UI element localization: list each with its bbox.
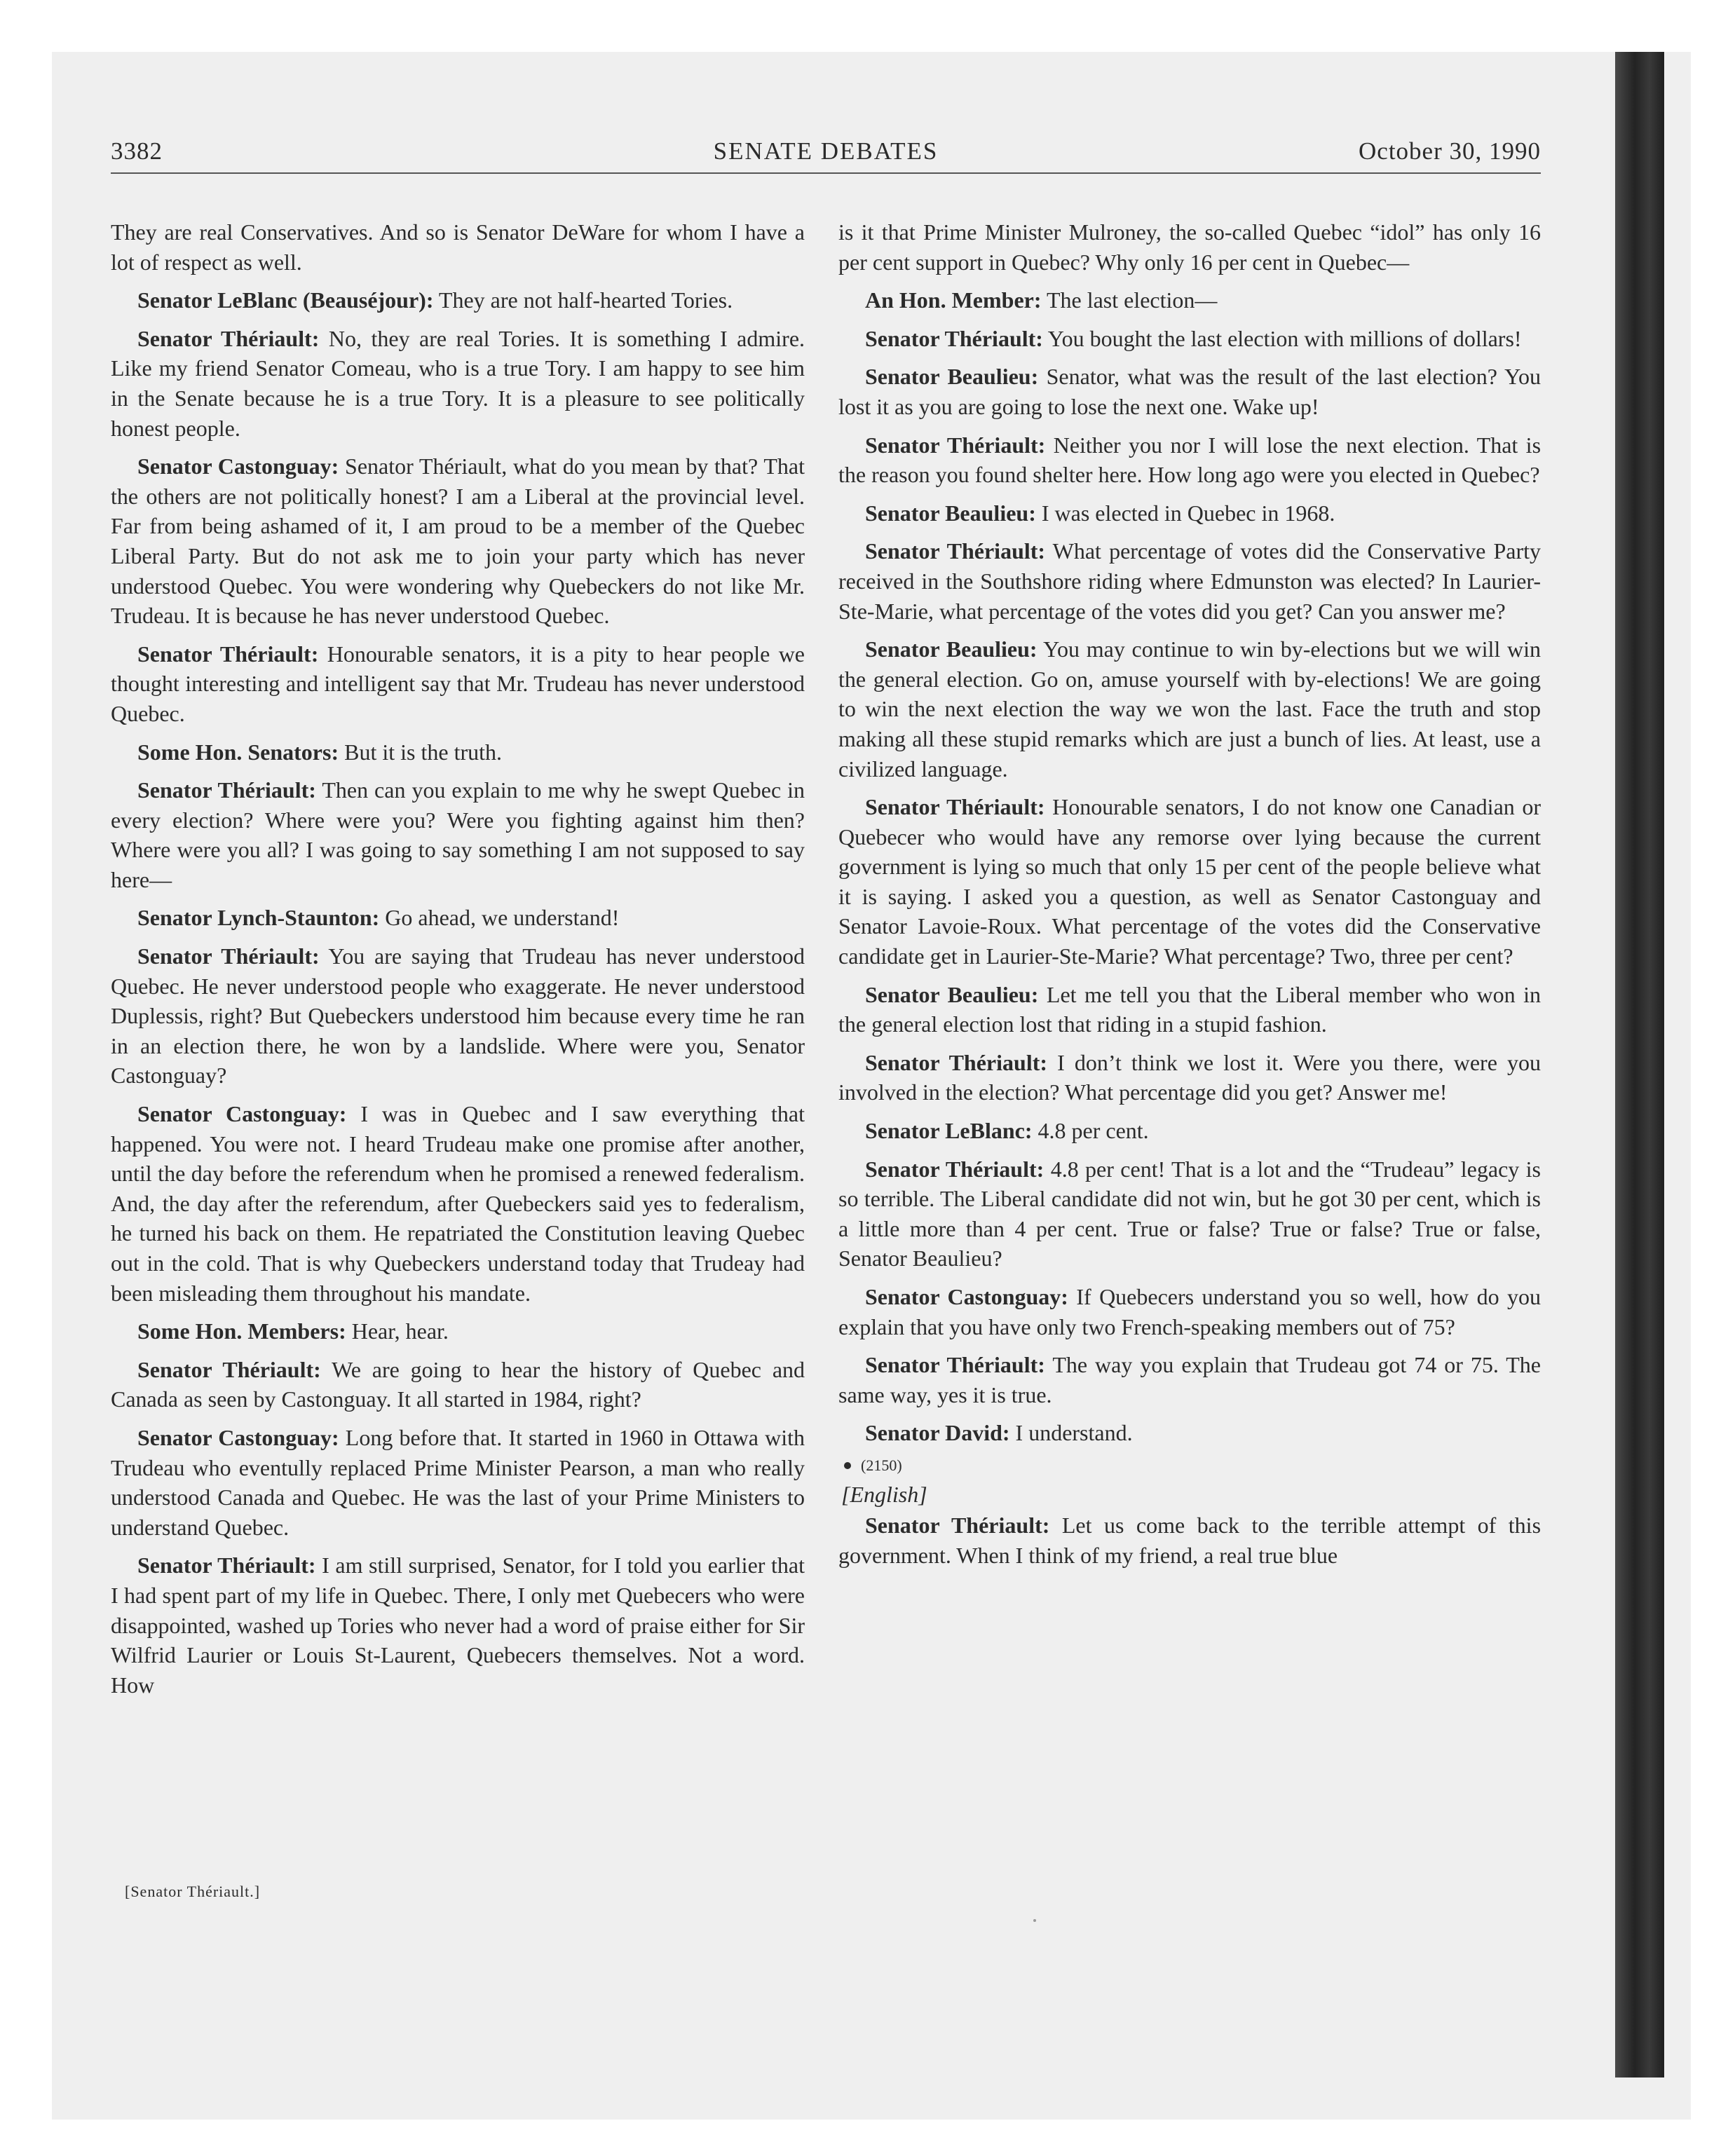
transcript-paragraph xyxy=(111,324,805,443)
transcript-paragraph xyxy=(111,1099,805,1308)
speaker-name: Senator Thériault: xyxy=(137,943,320,969)
speech-text: They are real Conservatives. And so is Senator DeWare for whom I have a lot of respect as well. xyxy=(111,219,805,275)
speech-text: I understand. xyxy=(1015,1420,1133,1446)
transcript-paragraph xyxy=(111,1316,805,1346)
transcript-paragraph xyxy=(111,217,805,277)
transcript-paragraph xyxy=(111,1355,805,1414)
speaker-name: Senator Beaulieu: xyxy=(865,636,1037,662)
transcript-paragraph xyxy=(111,775,805,894)
speech-text: Neither you nor I will lose the next election. That is the reason you found shelter here. How long ago were you elected in Quebec? xyxy=(838,432,1542,488)
speech-text: Honourable senators, I do not know one Canadian or Quebecer who would have any remorse over lying because the current government is lying so much that only 15 per cent of the people believe what it is saying. I asked you a question, as well as Senator Castonguay and Senator Lavoie-Roux. What percentage of the votes did the Conservative candidate get in Laurier-Ste-Marie? What percentage? Two, three per cent? xyxy=(838,794,1541,969)
speaker-name: Senator David: xyxy=(865,1420,1010,1446)
transcript-paragraph xyxy=(838,634,1541,784)
speech-text: I don’t think we lost it. Were you there, were you involved in the election? What percentage did you get? Answer me! xyxy=(838,1049,1542,1105)
speaker-name: Senator Thériault: xyxy=(865,432,1046,458)
speech-text: They are not half-hearted Tories. xyxy=(438,287,733,313)
transcript-paragraph xyxy=(838,324,1541,354)
speech-text: Senator Thériault, what do you mean by that? That the others are not politically honest? I am a Liberal at the provincial level. Far from being ashamed of it, I am proud to be a member of the Quebec Liberal Party. But do not ask me to join your party which has never understood Quebec. You were wondering why Quebeckers do not like Mr. Trudeau. It is because he has never understood Quebec. xyxy=(111,453,805,629)
speaker-name: Senator Castonguay: xyxy=(137,1101,347,1127)
transcript-paragraph xyxy=(838,1510,1541,1570)
bullet-icon xyxy=(844,1462,851,1469)
speaker-name: Senator Beaulieu: xyxy=(865,364,1039,390)
right-column-transcript xyxy=(838,217,1541,1448)
time-marker-text: (2150) xyxy=(861,1456,902,1474)
transcript-paragraph xyxy=(111,1423,805,1542)
publication-date: October 30, 1990 xyxy=(1359,137,1541,165)
header-rule xyxy=(111,172,1541,174)
speaker-name: Senator Thériault: xyxy=(137,641,319,667)
transcript-paragraph xyxy=(111,903,805,933)
speaker-name: Senator Castonguay: xyxy=(865,1284,1068,1309)
speaker-name: Senator Thériault: xyxy=(865,1512,1050,1538)
transcript-paragraph xyxy=(838,1282,1541,1342)
transcript-paragraph xyxy=(838,1048,1541,1107)
time-marker xyxy=(844,1456,1541,1475)
right-column xyxy=(838,217,1541,1578)
page-number: 3382 xyxy=(111,137,163,165)
transcript-paragraph xyxy=(111,737,805,767)
speaker-name: An Hon. Member: xyxy=(865,287,1042,313)
speech-text: You bought the last election with millions of dollars! xyxy=(1047,325,1522,351)
speaker-name: Some Hon. Senators: xyxy=(137,739,339,765)
speaker-name: Senator Castonguay: xyxy=(137,453,339,479)
transcript-paragraph xyxy=(838,217,1541,277)
speech-text: Go ahead, we understand! xyxy=(385,905,620,931)
scan-speck xyxy=(1033,1919,1036,1922)
left-column xyxy=(111,217,805,1708)
speech-text: Then can you explain to me why he swept Quebec in every election? Where were you? Were you fighting against him then? Where were you all? I was going to say something I am not supposed to say here— xyxy=(111,777,805,892)
speech-text: 4.8 per cent! That is a lot and the “Trudeau” legacy is so terrible. The Liberal candidate did not win, but he got 30 per cent, which is a little more than 4 per cent. True or false? True or false? True or false, Senator Beaulieu? xyxy=(838,1156,1542,1271)
speaker-name: Senator Thériault: xyxy=(137,777,316,803)
transcript-paragraph xyxy=(838,1418,1541,1448)
publication-title: SENATE DEBATES xyxy=(713,137,939,165)
transcript-paragraph xyxy=(838,536,1541,626)
transcript-paragraph xyxy=(838,792,1541,971)
speaker-name: Senator Beaulieu: xyxy=(865,981,1039,1007)
speech-text: What percentage of votes did the Conservative Party received in the Southshore riding where Edmunston was elected? In Laurier-Ste-Marie, what percentage of the votes did you get? Can you answer me? xyxy=(838,538,1542,624)
speech-text: Senator, what was the result of the last election? You lost it as you are going to lose the next one. Wake up! xyxy=(838,364,1541,419)
speech-text: Long before that. It started in 1960 in Ottawa with Trudeau who eventully replaced Prime Minister Pearson, a man who really understood Canada and Quebec. He was the last of your Prime Ministers to understand Quebec. xyxy=(111,1424,805,1540)
speaker-name: Senator Thériault: xyxy=(865,1049,1048,1075)
transcript-paragraph xyxy=(838,430,1541,490)
speaker-name: Senator Thériault: xyxy=(865,325,1043,351)
speaker-name: Some Hon. Members: xyxy=(137,1318,346,1344)
speech-text: If Quebecers understand you so well, how do you explain that you have only two French-speaking members out of 75? xyxy=(838,1284,1542,1339)
speech-text: You may continue to win by-elections but we will win the general election. Go on, amuse yourself with by-elections! We are going to win the next election the way we won the last. Face the truth and stop making all these stupid remarks which are just a bunch of lies. At least, use a civilized language. xyxy=(838,636,1542,782)
speech-text: I am still surprised, Senator, for I told you earlier that I had spent part of my life in Quebec. There, I only met Quebecers who were disappointed, washed up Tories who never had a word of praise either for Sir Wilfrid Laurier or Louis St-Laurent, Quebecers themselves. Not a word. How xyxy=(111,1553,805,1698)
speaker-name: Senator LeBlanc (Beauséjour): xyxy=(137,287,434,313)
speech-text: The way you explain that Trudeau got 74 or 75. The same way, yes it is true. xyxy=(838,1352,1542,1407)
speech-text: Let us come back to the terrible attempt of this government. When I think of my friend, a real true blue xyxy=(838,1512,1542,1568)
transcript-paragraph xyxy=(111,941,805,1091)
speaker-name: Senator Lynch-Staunton: xyxy=(137,905,380,931)
speech-text: is it that Prime Minister Mulroney, the so-called Quebec “idol” has only 16 per cent support in Quebec? Why only 16 per cent in Quebec— xyxy=(838,219,1541,275)
speech-text: Hear, hear. xyxy=(351,1318,449,1344)
speaker-name: Senator Beaulieu: xyxy=(865,500,1036,526)
language-marker: [English] xyxy=(841,1481,927,1507)
transcript-paragraph xyxy=(838,1350,1541,1410)
speech-text: 4.8 per cent. xyxy=(1037,1118,1149,1144)
footer-note: [Senator Thériault.] xyxy=(125,1883,261,1900)
speaker-name: Senator Thériault: xyxy=(865,1156,1045,1182)
speaker-name: Senator Thériault: xyxy=(865,794,1045,820)
speaker-name: Senator Castonguay: xyxy=(137,1424,339,1450)
transcript-paragraph xyxy=(838,285,1541,315)
speech-text: Honourable senators, it is a pity to hear people we thought interesting and intelligent say that Mr. Trudeau has never understood Quebec. xyxy=(111,641,805,726)
speech-text: I was in Quebec and I saw everything that happened. You were not. I heard Trudeau make one promise after another, until the day before the referendum when he promised a renewed federalism. And, the day after the referendum, after Quebeckers said yes to federalism, he turned his back on them. He repatriated the Constitution leaving Quebec out in the cold. That is why Quebeckers understand today that Trudeay had been misleading them throughout his mandate. xyxy=(111,1101,805,1306)
speech-text: We are going to hear the history of Quebec and Canada as seen by Castonguay. It all started in 1984, right? xyxy=(111,1356,805,1412)
transcript-paragraph xyxy=(838,1116,1541,1146)
transcript-paragraph xyxy=(111,1550,805,1700)
transcript-paragraph xyxy=(111,639,805,729)
page-header xyxy=(111,137,1541,172)
speaker-name: Senator Thériault: xyxy=(137,1356,321,1382)
speech-text: You are saying that Trudeau has never understood Quebec. He never understood people who exaggerate. He never understood Duplessis, right? But Quebeckers understood him because every time he ran in an election there, he won by a landslide. Where were you, Senator Castonguay? xyxy=(111,943,805,1089)
binding-edge xyxy=(1615,52,1664,2077)
speaker-name: Senator Thériault: xyxy=(865,538,1046,564)
transcript-paragraph xyxy=(838,1154,1541,1274)
transcript-paragraph xyxy=(838,362,1541,421)
speech-text: Let me tell you that the Liberal member who won in the general election lost that riding in a stupid fashion. xyxy=(838,981,1542,1037)
speech-text: But it is the truth. xyxy=(344,739,502,765)
transcript-paragraph xyxy=(838,498,1541,528)
speech-text: The last election— xyxy=(1046,287,1218,313)
right-column-transcript-continued xyxy=(838,1510,1541,1570)
transcript-paragraph xyxy=(111,285,805,315)
speech-text: I was elected in Quebec in 1968. xyxy=(1041,500,1335,526)
transcript-paragraph xyxy=(111,451,805,631)
speaker-name: Senator Thériault: xyxy=(137,1553,316,1578)
speech-text: No, they are real Tories. It is something I admire. Like my friend Senator Comeau, who is a true Tory. I am happy to see him in the Senate because he is a true Tory. It is a pleasure to see politically honest people. xyxy=(111,325,805,441)
transcript-paragraph xyxy=(838,980,1541,1039)
speaker-name: Senator LeBlanc: xyxy=(865,1118,1033,1144)
speaker-name: Senator Thériault: xyxy=(137,325,320,351)
speaker-name: Senator Thériault: xyxy=(865,1352,1045,1378)
